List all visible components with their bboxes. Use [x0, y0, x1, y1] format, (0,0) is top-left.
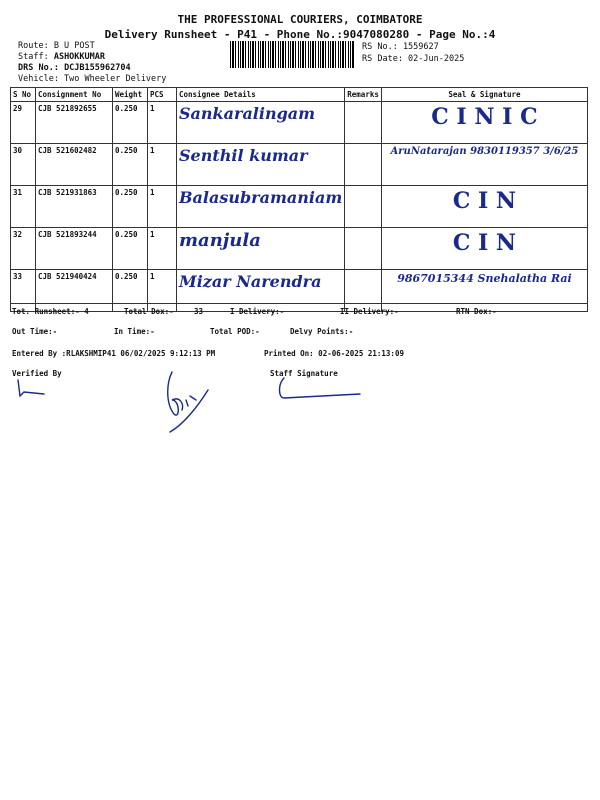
total-dox-label: Total Dox:-: [124, 307, 174, 316]
row-consignment-no: CJB 521602482: [36, 144, 113, 186]
row-pcs: 1: [148, 144, 177, 186]
row-sno: 33: [11, 270, 36, 312]
ii-delivery: II Delivery:-: [340, 307, 399, 316]
company-title: THE PROFESSIONAL COURIERS, COIMBATORE: [177, 13, 423, 26]
row-sno: 29: [11, 102, 36, 144]
row-consignee: [177, 270, 345, 312]
drs-line: [18, 63, 131, 73]
vehicle-text: Vehicle: Two Wheeler Delivery: [18, 74, 167, 84]
delvy-points: Delvy Points:-: [290, 327, 354, 336]
staff-line: [18, 52, 105, 62]
row-pcs: 1: [148, 270, 177, 312]
col-consignee: Consignee Details: [177, 88, 345, 102]
barcode-image: [230, 41, 355, 68]
seal-handwriting: AruNatarajan 9830119357 3/6/25: [390, 146, 579, 157]
rs-number: RS No.: 1559627: [362, 42, 439, 52]
row-consignment-no: CJB 521940424: [36, 270, 113, 312]
rs-date: RS Date: 02-Jun-2025: [362, 54, 465, 64]
total-dox-value: 33: [194, 307, 204, 316]
table-header-row: [11, 88, 588, 102]
row-remarks: [345, 102, 382, 144]
table-row: [11, 186, 588, 228]
row-sno: 30: [11, 144, 36, 186]
consignee-handwriting: Balasubramaniam: [179, 188, 343, 207]
staff-signature-label: Staff Signature: [270, 369, 338, 378]
row-consignment-no: CJB 521892655: [36, 102, 113, 144]
verifier-signature-mark: [14, 378, 54, 400]
row-consignee: [177, 186, 345, 228]
row-seal: [381, 186, 587, 228]
seal-handwriting: C I N: [452, 188, 517, 214]
total-pod: Total POD:-: [210, 327, 260, 336]
row-pcs: 1: [148, 228, 177, 270]
row-consignee: [177, 228, 345, 270]
row-sno: 32: [11, 228, 36, 270]
seal-handwriting: 9867015344 Snehalatha Rai: [397, 272, 572, 285]
row-pcs: 1: [148, 186, 177, 228]
col-consignment: Consignment No: [36, 88, 113, 102]
in-time: In Time:-: [114, 327, 155, 336]
consignee-handwriting: Mizar Narendra: [179, 272, 322, 291]
col-weight: Weight: [113, 88, 148, 102]
row-pcs: 1: [148, 102, 177, 144]
col-sno: S No: [11, 88, 36, 102]
row-sno: 31: [11, 186, 36, 228]
row-remarks: [345, 144, 382, 186]
printed-on: Printed On: 02-06-2025 21:13:09: [264, 349, 404, 358]
consignee-handwriting: Sankaralingam: [179, 104, 316, 123]
row-weight: 0.250: [113, 144, 148, 186]
row-seal: [381, 270, 587, 312]
seal-handwriting: C I N: [452, 230, 517, 256]
table-row: [11, 228, 588, 270]
table-row: [11, 144, 588, 186]
divider-line: [10, 303, 588, 304]
row-remarks: [345, 228, 382, 270]
verifier-signature: [160, 370, 220, 440]
row-seal: [381, 102, 587, 144]
i-delivery: I Delivery:-: [230, 307, 285, 316]
col-seal: Seal & Signature: [381, 88, 587, 102]
staff-label: Staff:: [18, 52, 54, 62]
out-time: Out Time:-: [12, 327, 58, 336]
drs-label: DRS No.:: [18, 63, 65, 73]
row-weight: 0.250: [113, 228, 148, 270]
runsheet-table: [10, 87, 588, 312]
runsheet-subtitle: Delivery Runsheet - P41 - Phone No.:9047080280 - Page No.:4: [104, 28, 496, 41]
rtn-dox: RTN Dox:-: [456, 307, 497, 316]
col-pcs: PCS: [148, 88, 177, 102]
row-remarks: [345, 186, 382, 228]
row-remarks: [345, 270, 382, 312]
col-remarks: Remarks: [345, 88, 382, 102]
row-consignment-no: CJB 521893244: [36, 228, 113, 270]
staff-name: ASHOKKUMAR: [53, 52, 106, 62]
route-text: Route: B U POST: [18, 41, 95, 51]
row-weight: 0.250: [113, 102, 148, 144]
row-consignee: [177, 144, 345, 186]
table-row: [11, 270, 588, 312]
row-consignment-no: CJB 521931863: [36, 186, 113, 228]
consignee-handwriting: manjula: [179, 230, 261, 251]
consignee-handwriting: Senthil kumar: [179, 146, 308, 165]
seal-handwriting: C I N I C: [431, 104, 538, 130]
row-consignee: [177, 102, 345, 144]
entered-by: Entered By :RLAKSHMIP41 06/02/2025 9:12:13 PM: [12, 349, 216, 358]
row-seal: [381, 144, 587, 186]
drs-number: DCJB155962704: [64, 63, 131, 73]
staff-signature: [276, 374, 366, 404]
table-row: [11, 102, 588, 144]
tot-runsheet: Tot. Runsheet:- 4: [12, 307, 89, 316]
verified-by-label: Verified By: [12, 369, 62, 378]
row-weight: 0.250: [113, 186, 148, 228]
row-seal: [381, 228, 587, 270]
row-weight: 0.250: [113, 270, 148, 312]
